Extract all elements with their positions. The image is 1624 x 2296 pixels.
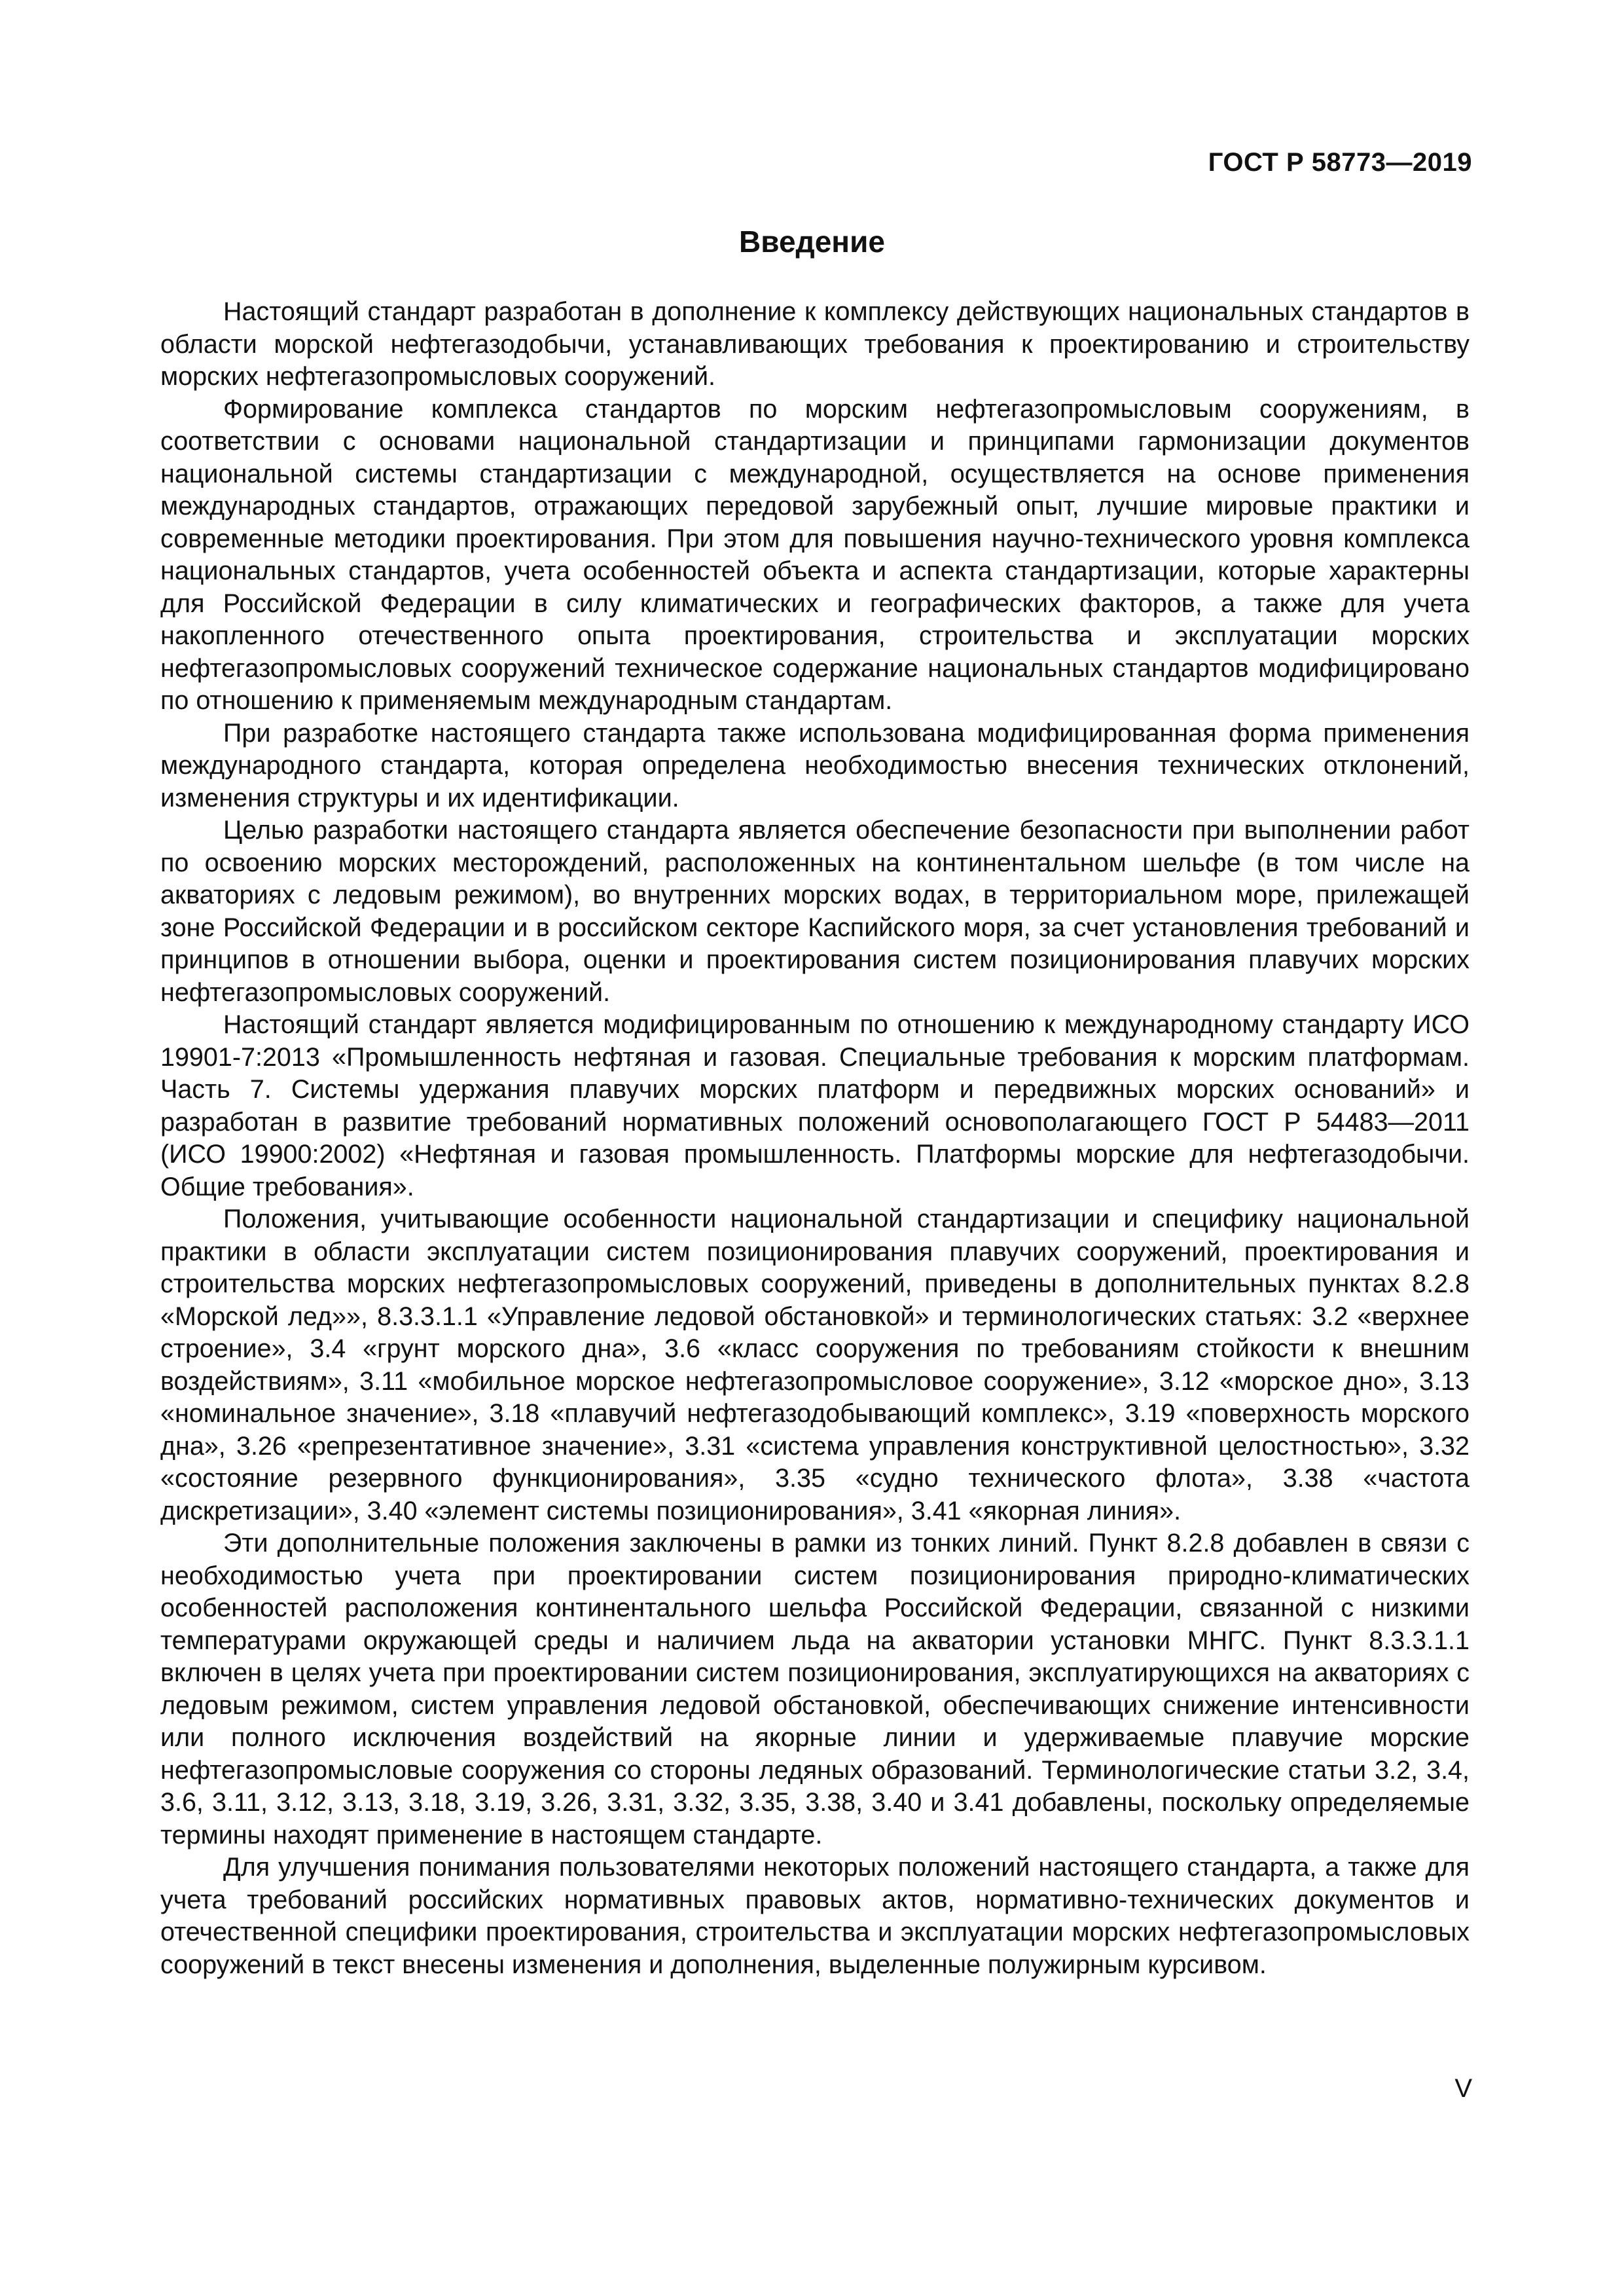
body-text	[160, 296, 1470, 1981]
page-number: V	[1454, 2074, 1472, 2103]
paragraph: Настоящий стандарт разработан в дополнение к комплексу действующих национальных стандартов в области морской нефтегазодобычи, устанавливающих требования к проектированию и строительству морских нефтегазопромысловых сооружений.	[160, 297, 1470, 391]
paragraph: Формирование комплекса стандартов по морским нефтегазопромысловым сооружениям, в соответствии с основами национальной стандартизации и принципами гармонизации документов национальной системы стандартизации с международной, осуществляется на основе применения международных стандартов, отражающих передовой зарубежный опыт, лучшие мировые практики и современные методики проектирования. При этом для повышения научно-технического уровня комплекса национальных стандартов, учета особенностей объекта и аспекта стандартизации, которые характерны для Российской Федерации в силу климатических и географических факторов, а также для учета накопленного отечественного опыта проектирования, строительства и эксплуатации морских нефтегазопромысловых сооружений техническое содержание национальных стандартов модифицировано по отношению к применяемым международным стандартам.	[160, 394, 1470, 715]
paragraph: Настоящий стандарт является модифицированным по отношению к международному стандарту ИСО 19901-7:2013 «Промышленность нефтяная и газовая. Специальные требования к морским платформам. Часть 7. Системы удержания плавучих морских платформ и передвижных морских оснований» и разработан в развитие требований нормативных положений основополагающего ГОСТ Р 54483—2011 (ИСО 19900:2002) «Нефтяная и газовая промышленность. Платформы морские для нефтегазодобычи. Общие требования».	[160, 1010, 1470, 1201]
document-code-header: ГОСТ Р 58773—2019	[1208, 148, 1472, 177]
paragraph: При разработке настоящего стандарта также использована модифицированная форма применения международного стандарта, которая определена необходимостью внесения технических отклонений, изменения структуры и их идентификации.	[160, 718, 1470, 812]
section-title: Введение	[739, 225, 885, 259]
paragraph: Целью разработки настоящего стандарта является обеспечение безопасности при выполнении работ по освоению морских месторождений, расположенных на континентальном шельфе (в том числе на акваториях с ледовым режимом), во внутренних морских водах, в территориальном море, прилежащей зоне Российской Федерации и в российском секторе Каспийского моря, за счет установления требований и принципов в отношении выбора, оценки и проектирования систем позиционирования плавучих морских нефтегазопромысловых сооружений.	[160, 816, 1470, 1007]
paragraph: Положения, учитывающие особенности национальной стандартизации и специфику национальной практики в области эксплуатации систем позиционирования плавучих сооружений, проектирования и строительства морских нефтегазопромысловых сооружений, приведены в дополнительных пунктах 8.2.8 «Морской лед»», 8.3.3.1.1 «Управление ледовой обстановкой» и терминологических статьях: 3.2 «верхнее строение», 3.4 «грунт морского дна», 3.6 «класс сооружения по требованиям стойкости к внешним воздействиям», 3.11 «мобильное морское нефтегазопромысловое сооружение», 3.12 «морское дно», 3.13 «номинальное значение», 3.18 «плавучий нефтегазодобывающий комплекс», 3.19 «поверхность морского дна», 3.26 «репрезентативное значение», 3.31 «система управления конструктивной целостностью», 3.32 «состояние резервного функционирования», 3.35 «судно технического флота», 3.38 «частота дискретизации», 3.40 «элемент системы позиционирования», 3.41 «якорная линия».	[160, 1205, 1470, 1525]
paragraph: Эти дополнительные положения заключены в рамки из тонких линий. Пункт 8.2.8 добавлен в связи с необходимостью учета при проектировании систем позиционирования природно-климатических особенностей расположения континентального шельфа Российской Федерации, связанной с низкими температурами окружающей среды и наличием льда на акватории установки МНГС. Пункт 8.3.3.1.1 включен в целях учета при проектировании систем позиционирования, эксплуатирующихся на акваториях с ледовым режимом, систем управления ледовой обстановкой, обеспечивающих снижение интенсивности или полного исключения воздействий на якорные линии и удерживаемые плавучие морские нефтегазопромысловые сооружения со стороны ледяных образований. Терминологические статьи 3.2, 3.4, 3.6, 3.11, 3.12, 3.13, 3.18, 3.19, 3.26, 3.31, 3.32, 3.35, 3.38, 3.40 и 3.41 добавлены, поскольку определяемые термины находят применение в настоящем стандарте.	[160, 1529, 1470, 1850]
paragraph: Для улучшения понимания пользователями некоторых положений настоящего стандарта, а также для учета требований российских нормативных правовых актов, нормативно-технических документов и отечественной специфики проектирования, строительства и эксплуатации морских нефтегазопромысловых сооружений в текст внесены изменения и дополнения, выделенные полужирным курсивом.	[160, 1853, 1470, 1979]
